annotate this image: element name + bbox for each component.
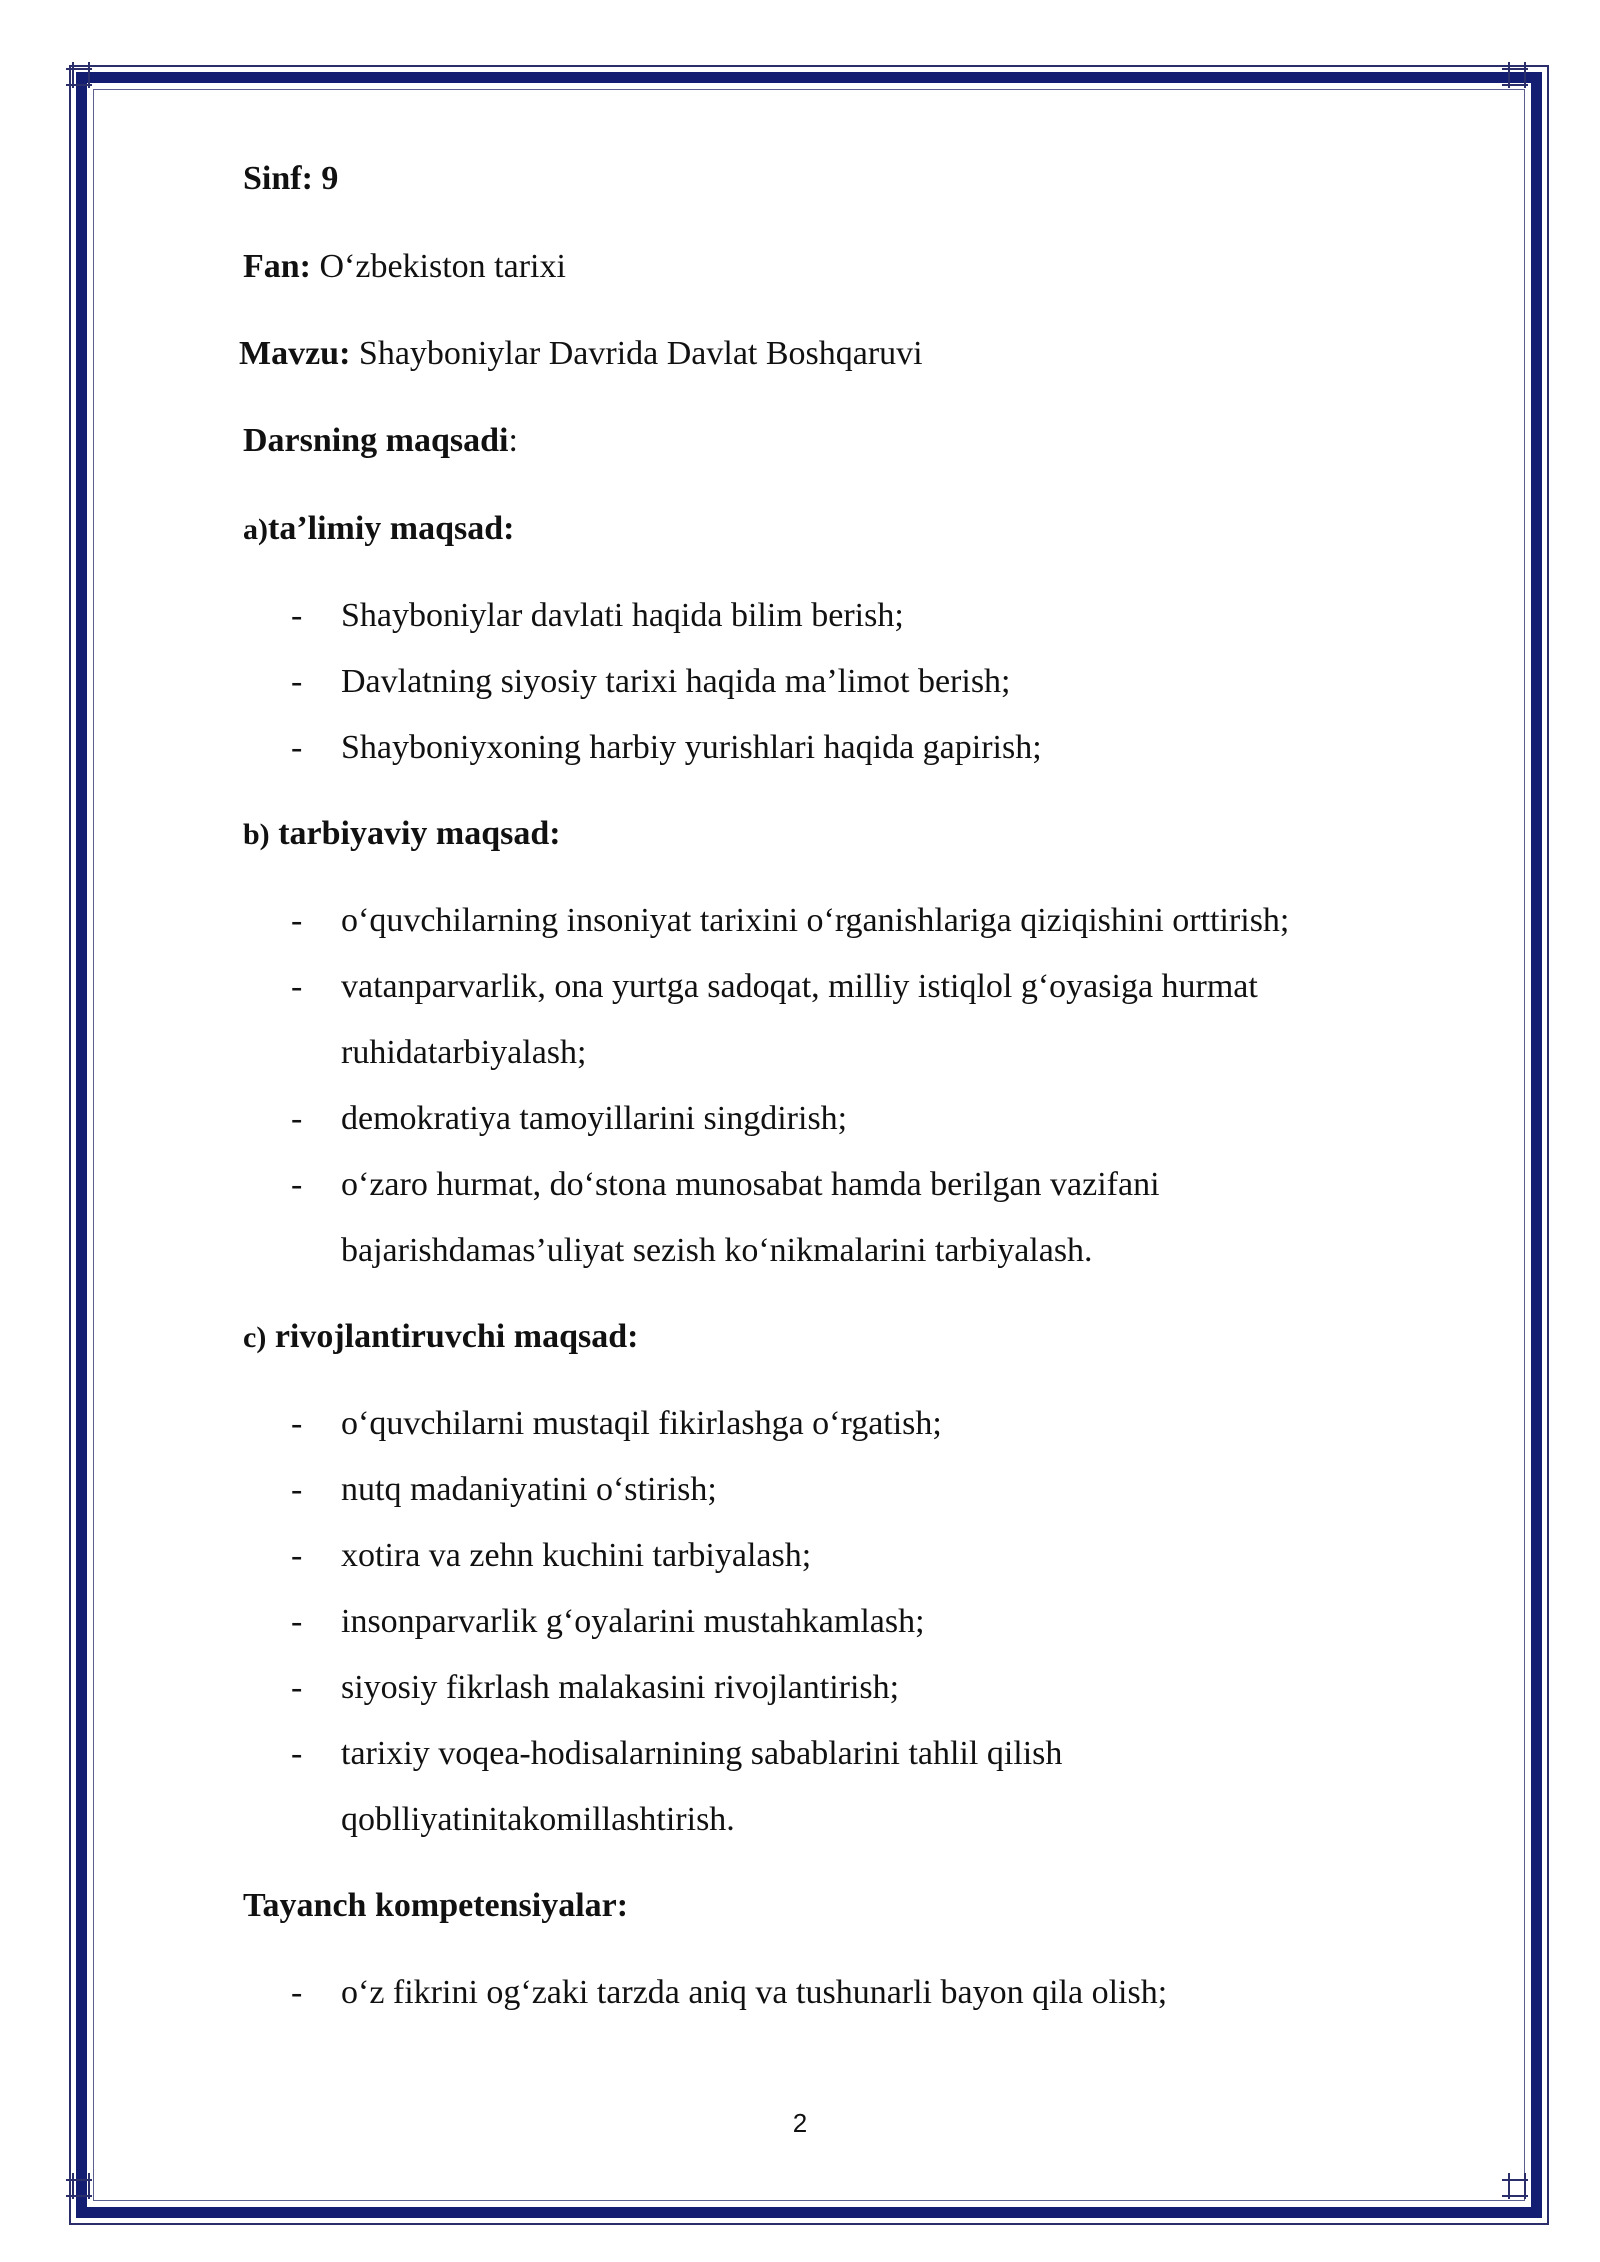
page-number: 2 bbox=[792, 2108, 808, 2138]
fan-value: O‘zbekiston tarixi bbox=[311, 248, 566, 285]
bullet-dash: - bbox=[291, 902, 303, 939]
section-a-marker: a) bbox=[243, 513, 268, 546]
corner-ornament bbox=[1502, 62, 1532, 92]
sinf-label: Sinf: bbox=[243, 160, 313, 197]
fan-line bbox=[243, 248, 566, 286]
list-item-text: Davlatning siyosiy tarixi haqida ma’limot berish; bbox=[341, 663, 1011, 700]
section-a-title: ta’limiy maqsad: bbox=[268, 510, 515, 547]
list-item-text: o‘quvchilarning insoniyat tarixini o‘rganishlariga qiziqishini orttirish; bbox=[341, 902, 1290, 939]
list-item-text: nutq madaniyatini o‘stirish; bbox=[341, 1471, 717, 1508]
mavzu-line bbox=[239, 335, 923, 373]
list-item-text: o‘z fikrini og‘zaki tarzda aniq va tushunarli bayon qila olish; bbox=[341, 1974, 1168, 2011]
bullet-dash: - bbox=[291, 663, 303, 700]
bullet-dash: - bbox=[291, 968, 303, 1005]
maqsad-heading bbox=[243, 422, 518, 460]
list-item-text: vatanparvarlik, ona yurtga sadoqat, milliy istiqlol g‘oyasiga hurmat bbox=[341, 968, 1258, 1005]
mavzu-value: Shayboniylar Davrida Davlat Boshqaruvi bbox=[350, 335, 923, 372]
mavzu-label: Mavzu: bbox=[239, 335, 351, 372]
bullet-dash: - bbox=[291, 1100, 303, 1137]
corner-ornament bbox=[1502, 2173, 1532, 2203]
section-b-title: tarbiyaviy maqsad: bbox=[278, 815, 561, 852]
list-item-text: demokratiya tamoyillarini singdirish; bbox=[341, 1100, 848, 1137]
list-item-text: o‘zaro hurmat, do‘stona munosabat hamda berilgan vazifani bbox=[341, 1166, 1160, 1203]
bullet-dash: - bbox=[291, 1471, 303, 1508]
list-item-text: o‘quvchilarni mustaqil fikirlashga o‘rgatish; bbox=[341, 1405, 942, 1442]
list-item-text: insonparvarlik g‘oyalarini mustahkamlash; bbox=[341, 1603, 925, 1640]
maqsad-label: Darsning maqsadi bbox=[243, 422, 509, 459]
bullet-dash: - bbox=[291, 1537, 303, 1574]
bullet-dash: - bbox=[291, 729, 303, 766]
section-a-heading bbox=[243, 510, 515, 548]
section-c-title: rivojlantiruvchi maqsad: bbox=[274, 1318, 639, 1355]
section-b-heading bbox=[243, 815, 561, 853]
bullet-dash: - bbox=[291, 1405, 303, 1442]
list-item-text: qoblliyatinitakomillashtirish. bbox=[341, 1801, 735, 1838]
section-c-marker: c) bbox=[243, 1321, 267, 1354]
bullet-dash: - bbox=[291, 1974, 303, 2011]
bullet-dash: - bbox=[291, 1603, 303, 1640]
competencies-heading bbox=[243, 1887, 628, 1925]
sinf-line bbox=[243, 160, 338, 198]
sinf-value: 9 bbox=[312, 160, 339, 197]
list-item-text: ruhidatarbiyalash; bbox=[341, 1034, 587, 1071]
bullet-dash: - bbox=[291, 597, 303, 634]
list-item-text: siyosiy fikrlash malakasini rivojlantirish; bbox=[341, 1669, 900, 1706]
bullet-dash: - bbox=[291, 1166, 303, 1203]
list-item-text: Shayboniyxoning harbiy yurishlari haqida gapirish; bbox=[341, 729, 1042, 766]
list-item-text: bajarishdamas’uliyat sezish ko‘nikmalarini tarbiyalash. bbox=[341, 1232, 1093, 1269]
list-item-text: xotira va zehn kuchini tarbiyalash; bbox=[341, 1537, 812, 1574]
fan-label: Fan: bbox=[243, 248, 311, 285]
competencies-title: Tayanch kompetensiyalar: bbox=[243, 1887, 629, 1924]
bullet-dash: - bbox=[291, 1735, 303, 1772]
section-c-heading bbox=[243, 1318, 638, 1356]
list-item-text: tarixiy voqea-hodisalarnining sabablarini tahlil qilish bbox=[341, 1735, 1063, 1772]
corner-ornament bbox=[66, 62, 96, 92]
list-item-text: Shayboniylar davlati haqida bilim berish; bbox=[341, 597, 904, 634]
corner-ornament bbox=[66, 2173, 96, 2203]
section-b-marker: b) bbox=[243, 818, 270, 851]
maqsad-colon: : bbox=[508, 422, 518, 459]
bullet-dash: - bbox=[291, 1669, 303, 1706]
